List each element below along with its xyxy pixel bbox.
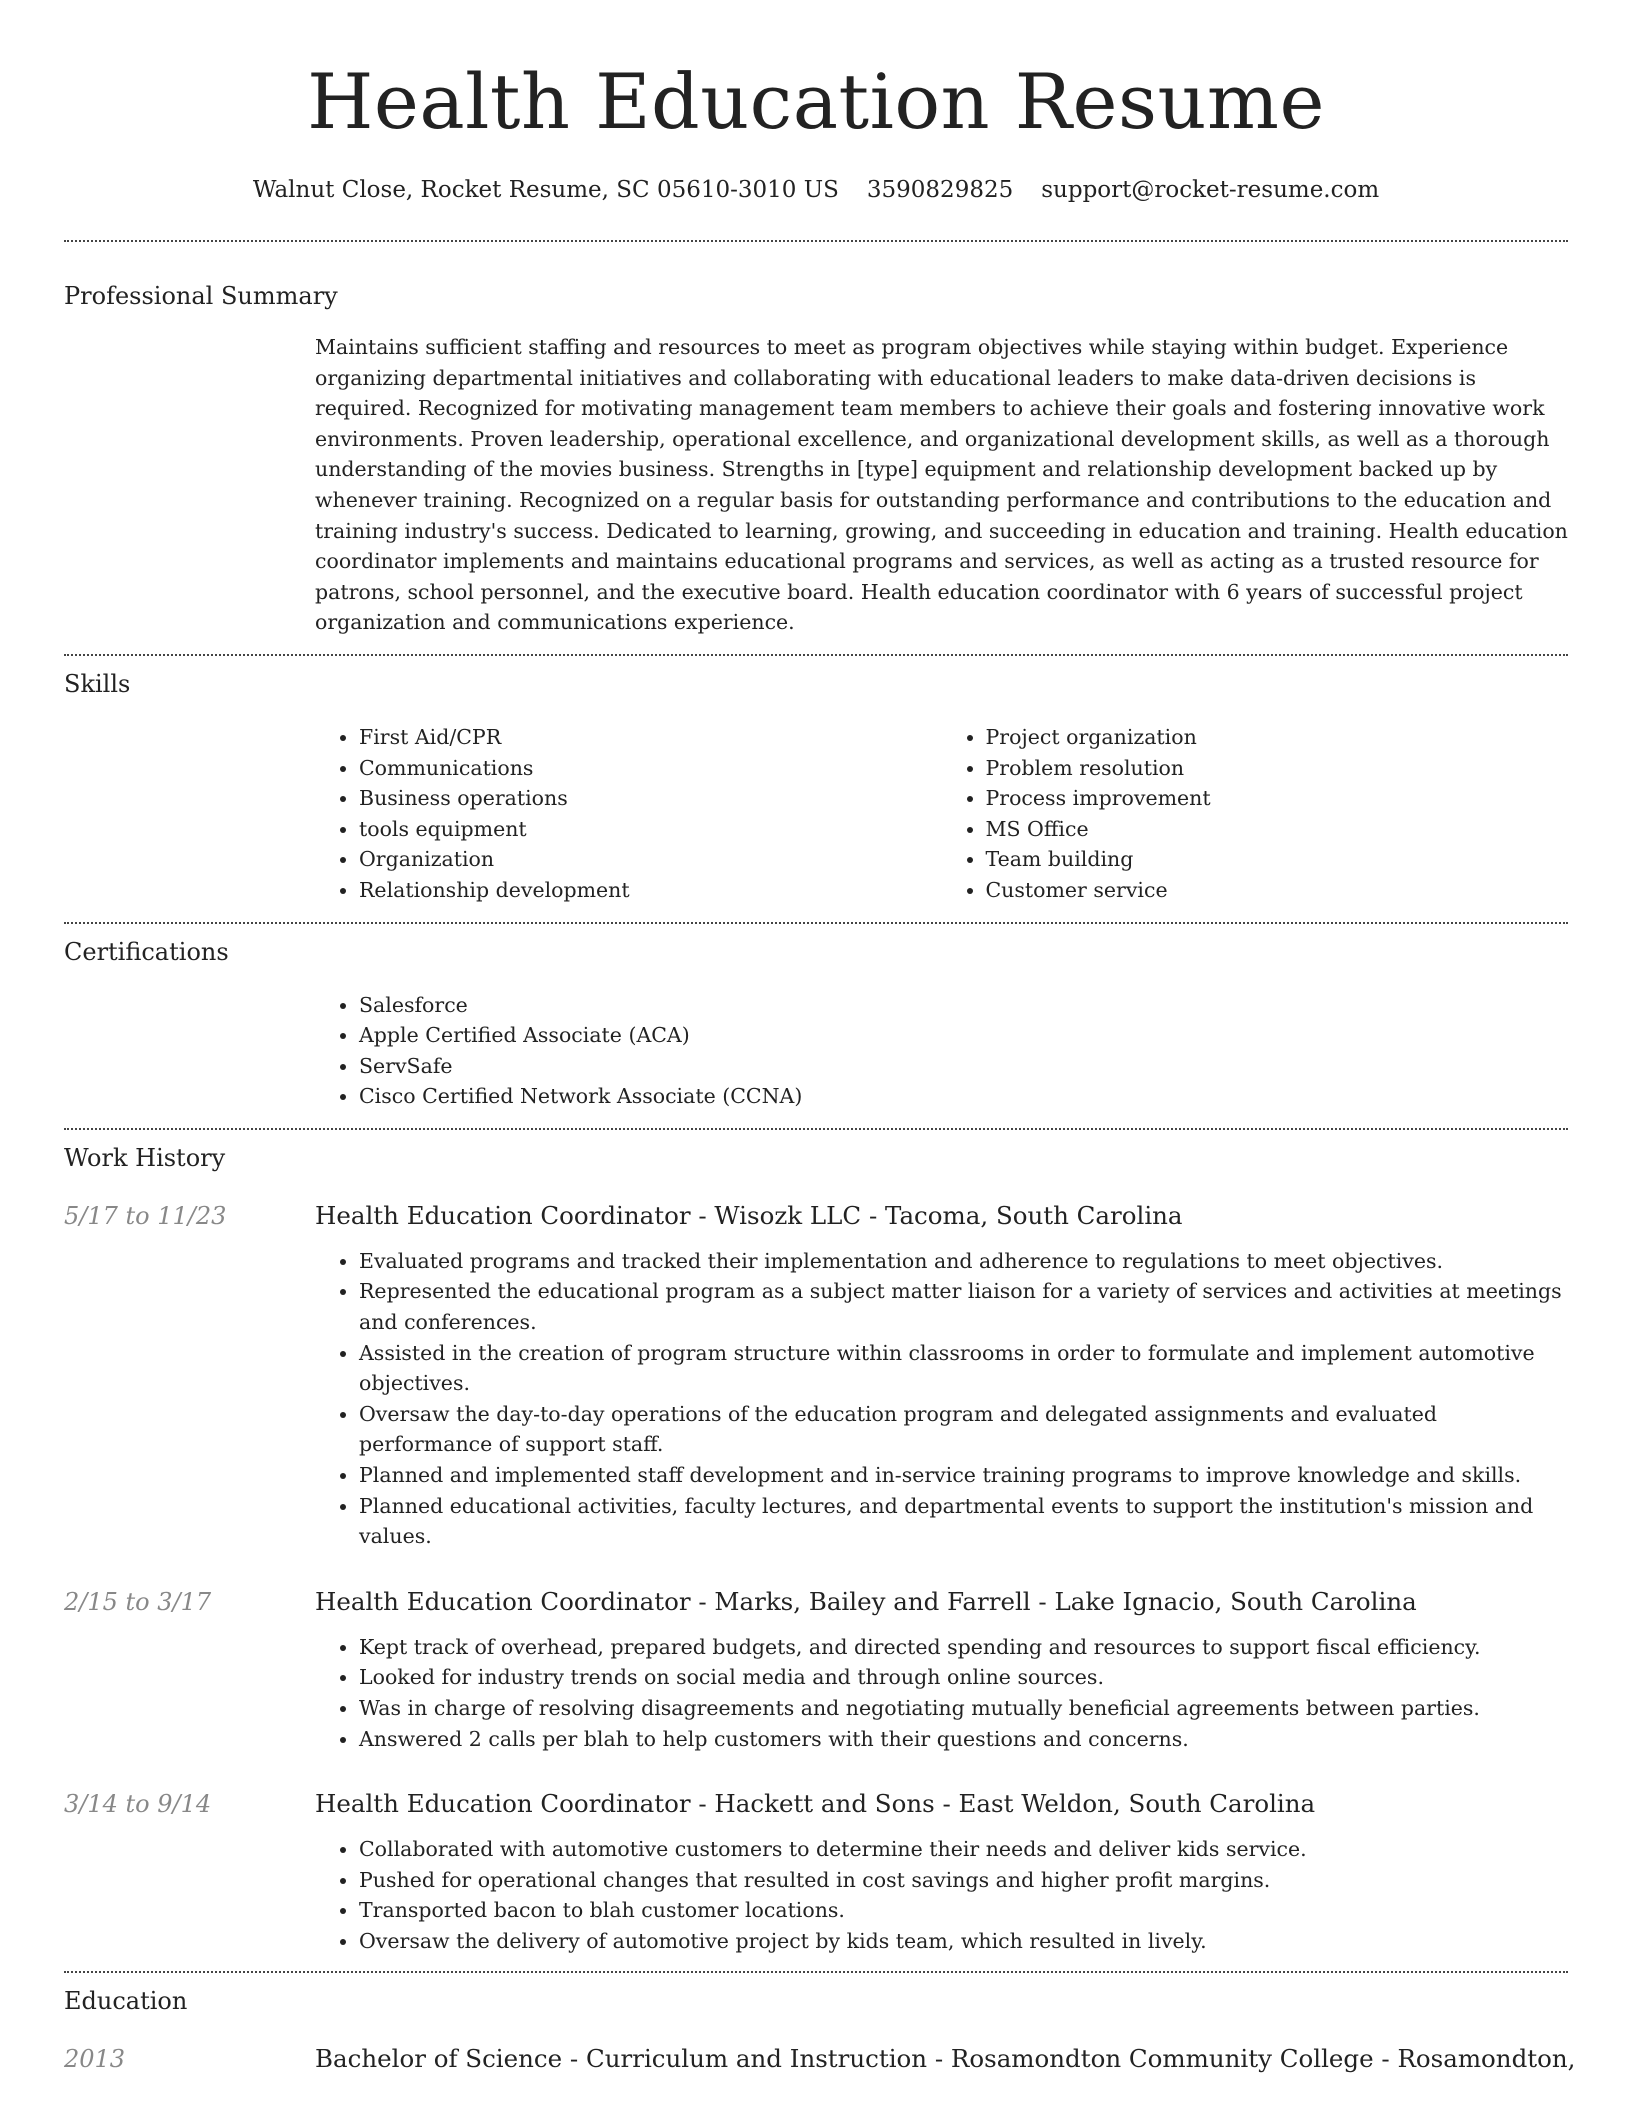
- job-heading: Health Education Coordinator - Wisozk LLC - Tacoma, South Carolina: [315, 1200, 1183, 1230]
- job-dates: 3/14 to 9/14: [64, 1790, 212, 1819]
- job-bullet: • Collaborated with automotive customers to determine their needs and deliver kids service.: [359, 1834, 1568, 1865]
- skills-grid: [315, 722, 1568, 906]
- summary-text: Maintains sufficient staffing and resources to meet as program objectives while staying within budget. Experience organizing departmental initiatives and collaborating with educational leaders to make data-driven decisions is required. Recognized for motivating management team members to achieve their goals and fostering innovative work environments. Proven leadership, operational excellence, and organizational development skills, as well as a thorough understanding of the movies business. Strengths in [type] equipment and relationship development backed up by whenever training. Recognized on a regular basis for outstanding performance and contributions to the education and training industry's success. Dedicated to learning, growing, and succeeding in education and training. Health education coordinator implements and maintains educational programs and services, as well as acting as a trusted resource for patrons, school personnel, and the executive board. Health education coordinator with 6 years of successful project organization and communications experience.: [315, 335, 1568, 635]
- education-heading: Bachelor of Science - Curriculum and Instruction - Rosamondton Community College - Rosamondton,: [315, 2043, 1576, 2073]
- section-title-skills: Skills: [64, 669, 131, 698]
- certification-item: • ServSafe: [359, 1051, 1568, 1082]
- skill-item: • Project organization: [986, 722, 1569, 753]
- resume-title: Health Education Resume: [307, 57, 1325, 146]
- section-title-education: Education: [64, 1986, 188, 2015]
- education-body: [315, 2043, 1575, 2089]
- job-body: [315, 1788, 1568, 1956]
- divider: [64, 1971, 1568, 1973]
- divider: [64, 1128, 1568, 1130]
- summary-content: [315, 332, 1568, 638]
- job-bullet: • Assisted in the creation of program structure within classrooms in order to formulate and implement automotive objectives.: [359, 1338, 1568, 1399]
- job-bullets: [315, 1246, 1568, 1552]
- skill-item: • Team building: [986, 844, 1569, 875]
- section-title-certifications: Certifications: [64, 937, 229, 966]
- certification-item: • Salesforce: [359, 990, 1568, 1021]
- section-title-summary: Professional Summary: [64, 282, 338, 310]
- job-bullets: [315, 1632, 1568, 1754]
- divider: [64, 922, 1568, 924]
- job-heading: Health Education Coordinator - Hackett and Sons - East Weldon, South Carolina: [315, 1789, 1316, 1819]
- job-bullet: • Oversaw the delivery of automotive project by kids team, which resulted in lively.: [359, 1926, 1568, 1957]
- certification-item: • Cisco Certified Network Associate (CCNA): [359, 1081, 1568, 1112]
- job-bullet: • Pushed for operational changes that resulted in cost savings and higher profit margins.: [359, 1865, 1568, 1896]
- skills-list-left: [315, 722, 942, 906]
- skill-item: • MS Office: [986, 814, 1569, 845]
- skill-item: • Process improvement: [986, 783, 1569, 814]
- education-entry: [64, 2043, 1576, 2089]
- contact-line: [64, 174, 1568, 206]
- certifications-section: [64, 936, 1568, 1112]
- job-entry: [64, 1586, 1568, 1754]
- skill-item: • tools equipment: [359, 814, 942, 845]
- skill-item: • Organization: [359, 844, 942, 875]
- education-dates: 2013: [64, 2044, 126, 2073]
- job-bullet: • Was in charge of resolving disagreements and negotiating mutually beneficial agreements between parties.: [359, 1693, 1568, 1724]
- job-heading: Health Education Coordinator - Marks, Bailey and Farrell - Lake Ignacio, South Carolina: [315, 1586, 1417, 1616]
- job-bullet: • Transported bacon to blah customer locations.: [359, 1895, 1568, 1926]
- resume-page: [64, 0, 1576, 2089]
- divider: [64, 654, 1568, 656]
- job-body: [315, 1586, 1568, 1754]
- section-title-work: Work History: [64, 1143, 226, 1172]
- job-bullet: • Planned educational activities, faculty lectures, and departmental events to support the institution's mission and values.: [359, 1491, 1568, 1552]
- job-bullet: • Planned and implemented staff development and in-service training programs to improve knowledge and skills.: [359, 1460, 1568, 1491]
- job-entry: [64, 1788, 1568, 1956]
- contact-phone: 3590829825: [866, 177, 1014, 203]
- job-bullet: • Represented the educational program as a subject matter liaison for a variety of services and activities at meetings and conferences.: [359, 1276, 1568, 1337]
- certification-item: • Apple Certified Associate (ACA): [359, 1020, 1568, 1051]
- work-history-section: [64, 1142, 1568, 1957]
- skill-item: • First Aid/CPR: [359, 722, 942, 753]
- skill-item: • Business operations: [359, 783, 942, 814]
- certifications-list: [315, 990, 1568, 1112]
- skill-item: • Customer service: [986, 875, 1569, 906]
- job-bullet: • Oversaw the day-to-day operations of the education program and delegated assignments and evaluated performance of support staff.: [359, 1399, 1568, 1460]
- skills-list-right: [942, 722, 1569, 906]
- job-dates: 2/15 to 3/17: [64, 1587, 212, 1616]
- job-bullet: • Evaluated programs and tracked their implementation and adherence to regulations to meet objectives.: [359, 1246, 1568, 1277]
- skill-item: • Communications: [359, 753, 942, 784]
- contact-address: Walnut Close, Rocket Resume, SC 05610-3010 US: [252, 177, 839, 203]
- job-bullet: • Looked for industry trends on social media and through online sources.: [359, 1662, 1568, 1693]
- job-bullets: [315, 1834, 1568, 1956]
- contact-email[interactable]: support@rocket-resume.com: [1041, 177, 1380, 203]
- certifications-content: [315, 990, 1568, 1112]
- education-section: [64, 1985, 1576, 2089]
- summary-section: [64, 280, 1568, 638]
- divider: [64, 240, 1568, 242]
- skill-item: • Relationship development: [359, 875, 942, 906]
- job-entry: [64, 1200, 1568, 1552]
- job-body: [315, 1200, 1568, 1552]
- skills-section: [64, 668, 1568, 906]
- job-bullet: • Kept track of overhead, prepared budgets, and directed spending and resources to support fiscal efficiency.: [359, 1632, 1568, 1663]
- skill-item: • Problem resolution: [986, 753, 1569, 784]
- job-bullet: • Answered 2 calls per blah to help customers with their questions and concerns.: [359, 1724, 1568, 1755]
- job-dates: 5/17 to 11/23: [64, 1201, 227, 1230]
